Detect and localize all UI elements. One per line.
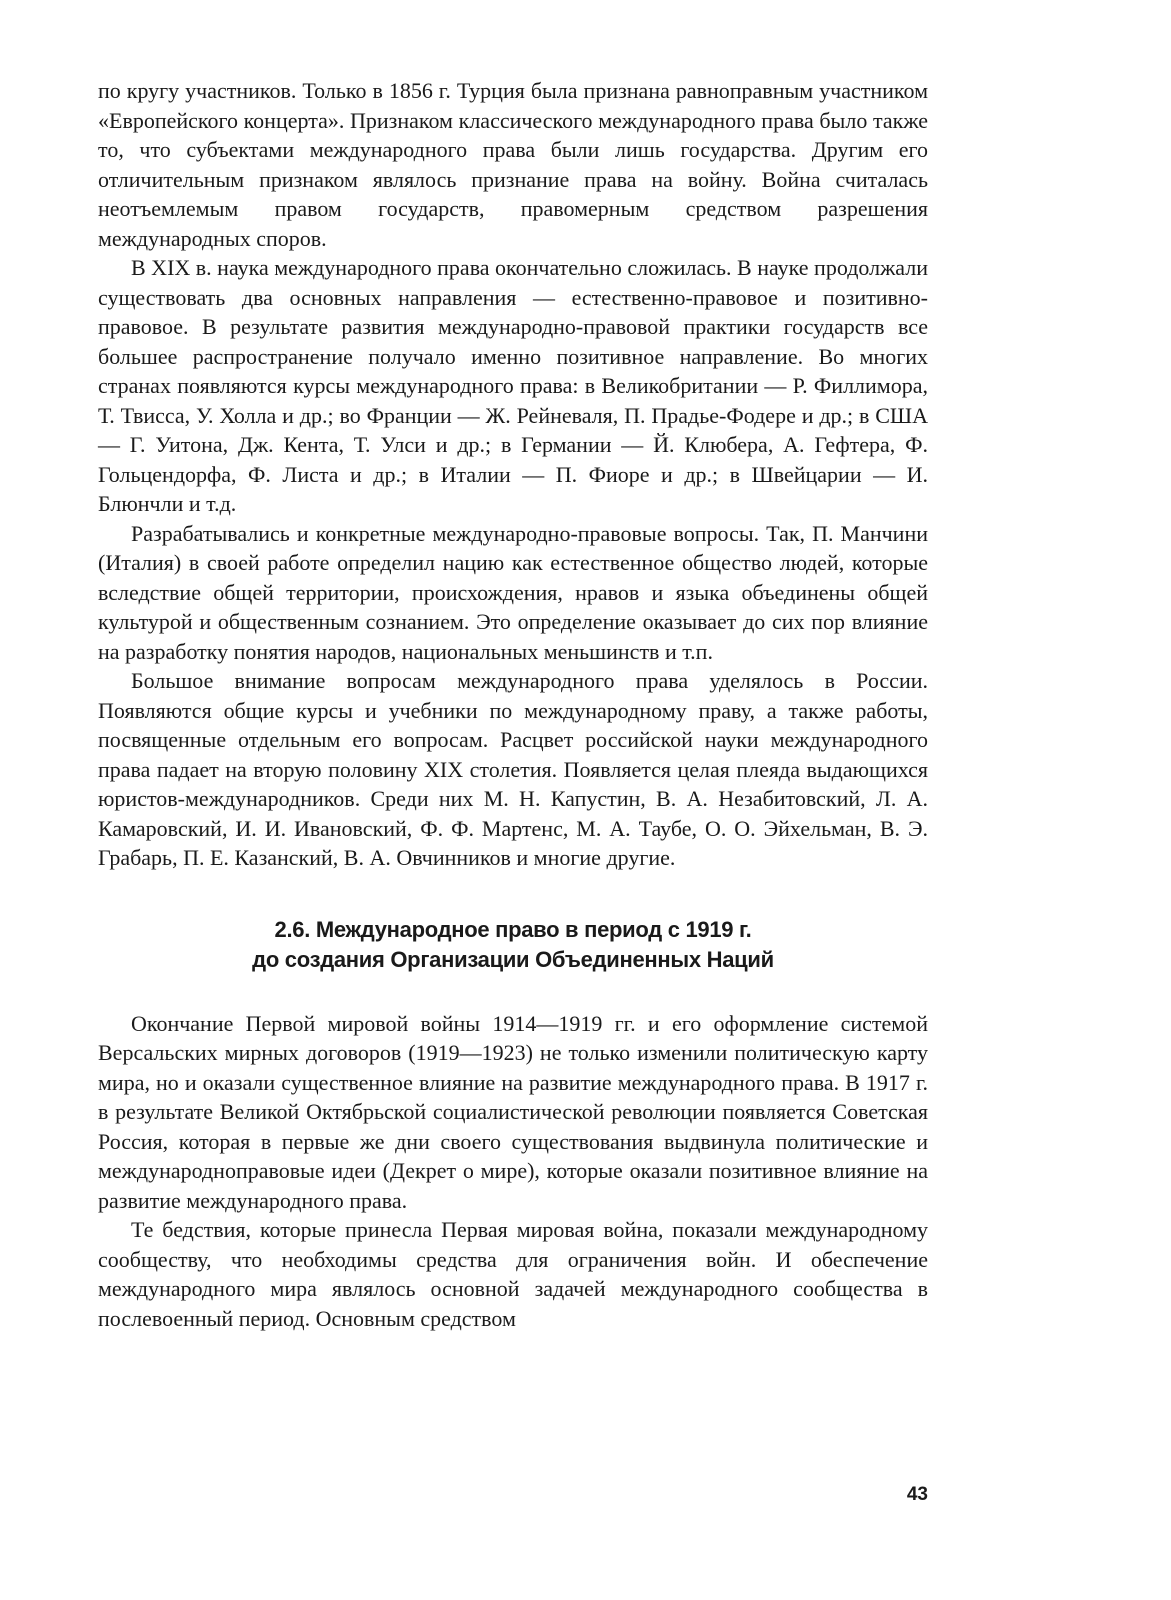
- section-heading-line-2: до создания Организации Объединенных Наций: [252, 946, 774, 972]
- section-heading-line-1: 2.6. Международное право в период с 1919 г.: [274, 916, 752, 942]
- paragraph-science-19th-century: В XIX в. наука международного права окончательно сложилась. В науке продолжали существовать два основных направления — естественно-правовое и позитивно-правовое. В результате развития международно-правовой практики государств все большее распространение получало именно позитивное направление. Во многих странах появляются курсы международного права: в Великобритании — Р. Филлимора, Т. Твисса, У. Холла и др.; во Франции — Ж. Рейневаля, П. Прадье-Фодере и др.; в США — Г. Уитона, Дж. Кента, Т. Улси и др.; в Германии — Й. Клюбера, А. Гефтера, Ф. Гольцендорфа, Ф. Листа и др.; в Италии — П. Фиоре и др.; в Швейцарии — И. Блюнчли и т.д.: [98, 255, 928, 516]
- page-body: [98, 76, 928, 1333]
- paragraph-wwi-end: Окончание Первой мировой войны 1914—1919 гг. и его оформление системой Версальских мирных договоров (1919—1923) не только изменили политическую карту мира, но и оказали существенное влияние на развитие международного права. В 1917 г. в результате Великой Октябрьской социалистической революции появляется Советская Россия, которая в первые же дни своего существования выдвинула политические и международноправовые идеи (Декрет о мире), которые оказали позитивное влияние на развитие международного права.: [98, 1010, 928, 1213]
- paragraph-mancini: Разрабатывались и конкретные международно-правовые вопросы. Так, П. Манчини (Италия) в своей работе определил нацию как естественное общество людей, которые вследствие общей территории, происхождения, нравов и языка объединены общей культурой и общественным сознанием. Это определение оказывает до сих пор влияние на разработку понятия народов, национальных меньшинств и т.п.: [98, 520, 928, 664]
- paragraph-russia: Большое внимание вопросам международного права уделялось в России. Появляются общие курсы и учебники по международному праву, а также работы, посвященные отдельным его вопросам. Расцвет российской науки международного права падает на вторую половину XIX столетия. Появляется целая плеяда выдающихся юристов-международников. Среди них М. Н. Капустин, В. А. Незабитовский, Л. А. Камаровский, И. И. Ивановский, Ф. Ф. Мартенс, М. А. Таубе, О. О. Эйхельман, В. Э. Грабарь, П. Е. Казанский, В. А. Овчинников и многие другие.: [98, 668, 928, 870]
- paragraph-continuation: по кругу участников. Только в 1856 г. Турция была признана равноправным участником «Европейского концерта». Признаком классического международного права было также то, что субъектами международного права были лишь государства. Другим его отличительным признаком являлось признание права на войну. Война считалась неотъемлемым правом государств, правомерным средством разрешения международных споров.: [98, 78, 928, 251]
- paragraph-disasters: Те бедствия, которые принесла Первая мировая война, показали международному сообществу, что необходимы средства для ограничения войн. И обеспечение международного мира являлось основной задачей международного сообщества в послевоенный период. Основным средством: [98, 1217, 928, 1331]
- section-heading: [98, 915, 928, 975]
- page-number: 43: [906, 1484, 928, 1505]
